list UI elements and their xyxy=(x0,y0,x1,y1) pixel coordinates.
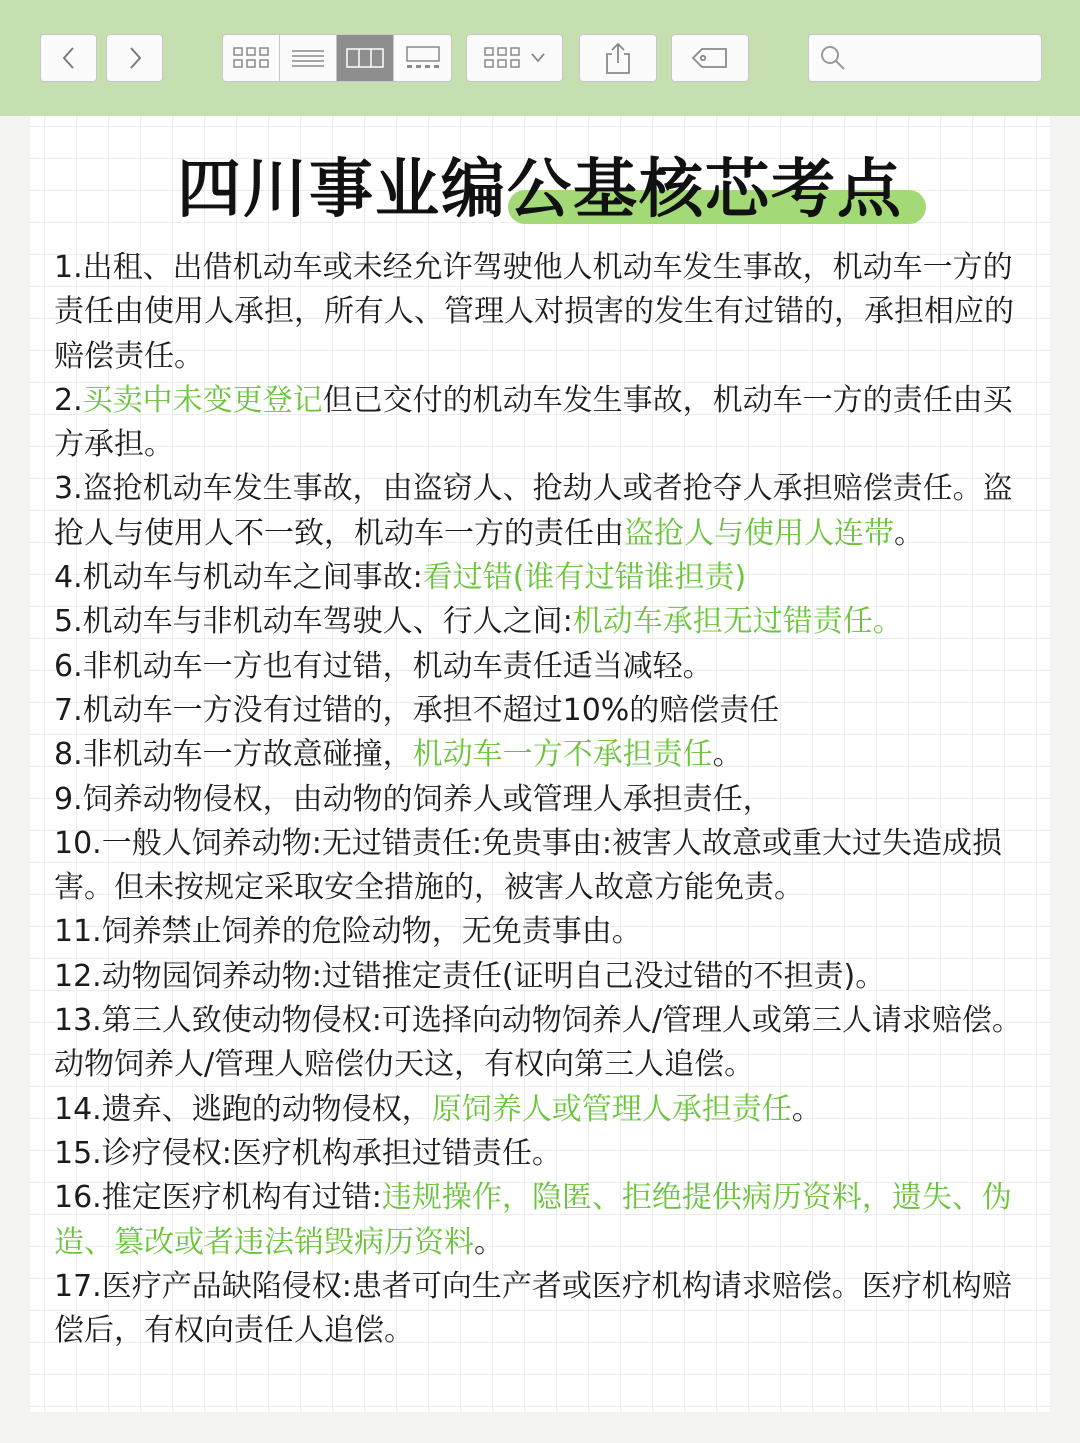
highlighted-text: 盗抢人与使用人连带 xyxy=(624,515,894,551)
point-item xyxy=(54,600,1030,644)
point-item xyxy=(54,467,1030,556)
list-view-icon xyxy=(290,45,326,71)
point-item: 17.医疗产品缺陷侵权:患者可向生产者或医疗机构请求赔偿。医疗机构赔偿后，有权向责任人追偿。 xyxy=(54,1268,1012,1349)
tag-icon xyxy=(690,45,730,71)
point-item: 13.第三人致使动物侵权:可选择向动物饲养人/管理人或第三人请求赔偿。动物饲养人/管理人赔偿仂天这，有权向第三人追偿。 xyxy=(54,1003,1022,1083)
search-icon xyxy=(819,44,847,72)
list-view-button[interactable] xyxy=(280,35,337,81)
point-text: 14.遗弃、逃跑的动物侵权， xyxy=(54,1091,432,1127)
grid-view-icon xyxy=(231,45,271,71)
point-text: 5.机动车与非机动车驾驶人、行人之间: xyxy=(54,604,573,640)
point-item xyxy=(54,379,1030,468)
point-text: 。 xyxy=(474,1224,504,1260)
point-text: 3.盗抢机动车发生事故，由盗窃人、抢劫人或者抢夺人承担赔偿责任。盗抢人与使用人不一致，机动车一方的责任由 xyxy=(54,471,1013,551)
point-item: 12.动物园饲养动物:过错推定责任(证明自己没过错的不担责)。 xyxy=(54,958,886,994)
highlighted-text: 看过错(谁有过错谁担责) xyxy=(422,560,747,596)
title-wrap xyxy=(30,150,1050,230)
view-switcher xyxy=(222,34,452,82)
highlighted-text: 原饲养人或管理人承担责任 xyxy=(431,1091,792,1127)
page-title: 四川事业编公基核芯考点 xyxy=(177,153,903,227)
point-text: 2. xyxy=(54,382,83,418)
point-text: 16.推定医疗机构有过错: xyxy=(54,1180,382,1216)
point-text: 。 xyxy=(712,737,743,773)
point-text: 8.非机动车一方故意碰撞， xyxy=(54,737,413,773)
toolbar xyxy=(0,0,1080,116)
search-input[interactable] xyxy=(853,42,1027,74)
gallery-view-icon xyxy=(403,45,443,71)
point-list xyxy=(54,246,1030,1353)
back-button[interactable] xyxy=(40,34,97,82)
forward-button[interactable] xyxy=(106,34,163,82)
point-text: 。 xyxy=(894,515,924,551)
highlighted-text: 机动车承担无过错责任。 xyxy=(572,604,903,640)
point-item: 9.饲养动物侵权，由动物的饲养人或管理人承担责任， xyxy=(54,781,773,817)
chevron-left-icon xyxy=(59,45,79,71)
point-item: 15.诊疗侵权:医疗机构承担过错责任。 xyxy=(54,1135,562,1171)
highlighted-text: 违规操作，隐匿、拒绝提供病历资料，遗失、伪造、篡改或者违法销毁病历资料 xyxy=(54,1180,1012,1260)
point-item: 6.非机动车一方也有过错，机动车责任适当减轻。 xyxy=(54,648,713,684)
highlighted-text: 买卖中未变更登记 xyxy=(82,382,323,418)
point-text: 但已交付的机动车发生事故，机动车一方的责任由买方承担。 xyxy=(54,382,1013,463)
chevron-down-icon xyxy=(528,45,548,71)
chevron-right-icon xyxy=(125,45,145,71)
point-item: 10.一般人饲养动物:无过错责任:免贵事由:被害人故意或重大过失造成损害。但未按规定采取安全措施的，被害人故意方能免责。 xyxy=(54,825,1003,906)
point-item: 11.饲养禁止饲养的危险动物，无免责事由。 xyxy=(54,914,642,950)
column-view-button[interactable] xyxy=(337,35,394,81)
point-item: 7.机动车一方没有过错的，承担不超过10%的赔偿责任 xyxy=(54,692,780,728)
group-by-icon xyxy=(482,45,522,71)
group-by-button[interactable] xyxy=(466,34,563,82)
point-text: 。 xyxy=(791,1091,822,1127)
highlighted-text: 机动车一方不承担责任 xyxy=(412,737,713,773)
point-item xyxy=(54,1176,1030,1265)
share-icon xyxy=(603,41,633,75)
search-box[interactable] xyxy=(808,34,1042,82)
point-item xyxy=(54,556,1030,600)
grid-view-button[interactable] xyxy=(223,35,280,81)
tag-button[interactable] xyxy=(671,34,749,82)
point-item xyxy=(54,1088,1030,1132)
point-text: 4.机动车与机动车之间事故: xyxy=(54,560,423,596)
share-button[interactable] xyxy=(579,34,657,82)
note-page xyxy=(30,116,1050,1412)
column-view-icon xyxy=(345,45,385,71)
gallery-view-button[interactable] xyxy=(394,35,451,81)
point-item: 1.出租、出借机动车或未经允许驾驶他人机动车发生事故，机动车一方的责任由使用人承担，所有人、管理人对损害的发生有过错的，承担相应的赔偿责任。 xyxy=(54,250,1014,374)
point-item xyxy=(54,733,1030,777)
